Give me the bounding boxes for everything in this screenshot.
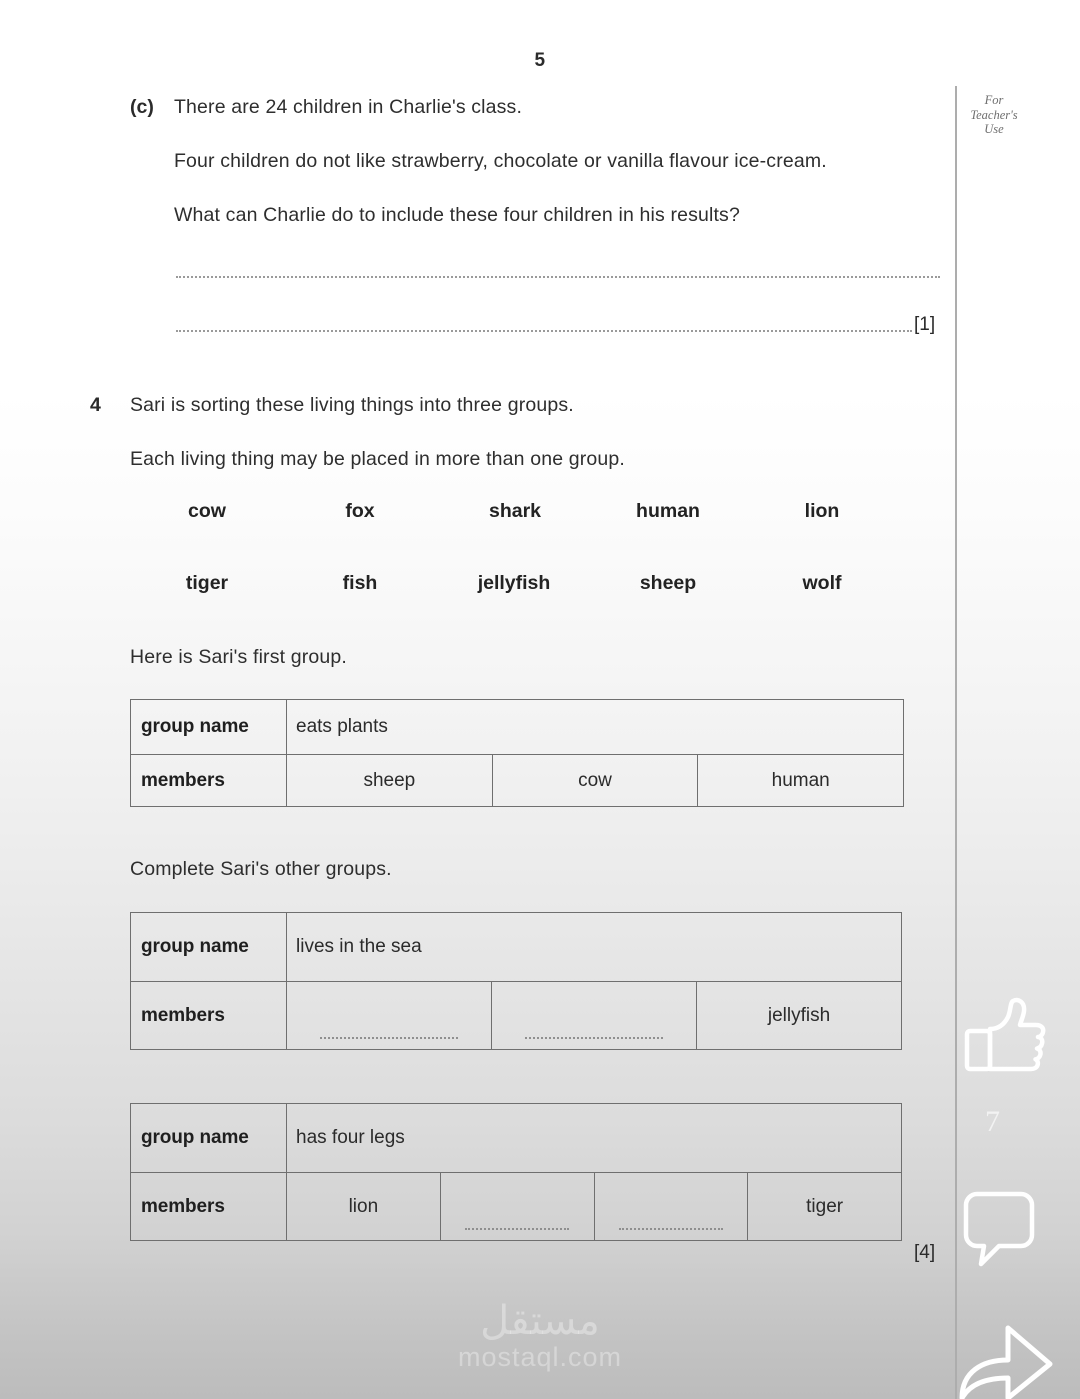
like-count: 7 — [985, 1105, 1000, 1138]
member-cell-blank[interactable] — [287, 982, 491, 1049]
watermark — [0, 1300, 1080, 1372]
question-4-number: 4 — [90, 394, 101, 416]
word-bank-item: fox — [345, 500, 375, 522]
answer-line-2[interactable] — [176, 330, 912, 332]
member-cell-blank[interactable] — [491, 982, 696, 1049]
member-cell: sheep — [363, 769, 416, 791]
question-c-marks: [1] — [914, 314, 936, 335]
word-bank-item: sheep — [639, 572, 697, 594]
member-cell: cow — [492, 755, 698, 806]
other-groups-intro: Complete Sari's other groups. — [130, 858, 392, 880]
row-label-group-name: group name — [131, 913, 287, 981]
answer-line-1[interactable] — [176, 276, 940, 278]
word-bank-item: cow — [188, 500, 226, 522]
table-row — [131, 913, 901, 981]
question-4-line-2: Each living thing may be placed in more than one group. — [130, 448, 625, 470]
table-row — [131, 1172, 901, 1240]
word-bank-item: jellyfish — [477, 572, 551, 594]
table-row — [131, 981, 901, 1049]
share-arrow-icon[interactable] — [958, 1320, 1058, 1399]
member-cell: tiger — [747, 1173, 901, 1240]
group-name-value: eats plants — [296, 716, 388, 737]
page-number: 5 — [534, 50, 546, 71]
member-cell-blank[interactable] — [594, 1173, 748, 1240]
group-table-3 — [130, 1103, 902, 1241]
first-group-intro: Here is Sari's first group. — [130, 646, 347, 668]
table-row — [131, 754, 903, 806]
table-row — [131, 1104, 901, 1172]
question-4-marks: [4] — [914, 1242, 936, 1263]
member-cell: lion — [348, 1195, 379, 1217]
teachers-use-label — [962, 93, 1026, 137]
row-label-members: members — [131, 755, 287, 806]
thumbs-up-icon[interactable] — [960, 995, 1046, 1082]
word-bank-item: wolf — [802, 572, 842, 594]
row-label-group-name: group name — [131, 700, 287, 754]
question-4-line-1: Sari is sorting these living things into three groups. — [130, 394, 574, 416]
word-bank-item: tiger — [185, 572, 229, 594]
group-table-1 — [130, 699, 904, 807]
row-label-members: members — [131, 1173, 287, 1240]
table-row — [131, 700, 903, 754]
word-bank-item: human — [636, 500, 700, 522]
member-cell: jellyfish — [696, 982, 901, 1049]
member-cell: human — [697, 755, 903, 806]
question-c-line-1: There are 24 children in Charlie's class. — [174, 96, 523, 118]
question-c-label: (c) — [130, 96, 154, 118]
watermark-latin: mostaql.com — [457, 1342, 623, 1372]
group-table-2 — [130, 912, 902, 1050]
teachers-use-line-1: For — [984, 93, 1004, 107]
row-label-group-name: group name — [131, 1104, 287, 1172]
teachers-use-line-3: Use — [984, 122, 1004, 136]
word-bank-item: fish — [342, 572, 378, 594]
watermark-arabic: مستقل — [480, 1298, 600, 1344]
word-bank-item: lion — [804, 500, 840, 522]
member-cell-blank[interactable] — [440, 1173, 594, 1240]
teachers-use-divider — [955, 86, 957, 1399]
question-c-line-3: What can Charlie do to include these four children in his results? — [174, 204, 740, 226]
row-label-members: members — [131, 982, 287, 1049]
word-bank-item: shark — [488, 500, 542, 522]
group-name-value: has four legs — [296, 1127, 405, 1148]
teachers-use-line-2: Teacher's — [970, 107, 1018, 122]
question-c-line-2: Four children do not like strawberry, chocolate or vanilla flavour ice-cream. — [174, 150, 827, 172]
group-name-value: lives in the sea — [296, 936, 422, 957]
comment-bubble-icon[interactable] — [963, 1190, 1035, 1273]
